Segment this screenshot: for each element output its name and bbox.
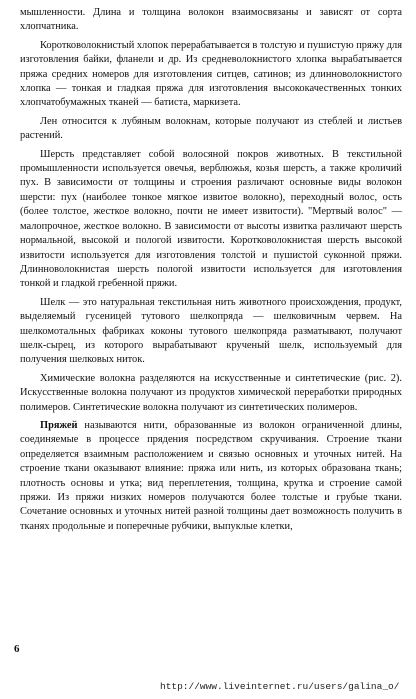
paragraph-yarn-body: называются нити, образованные из волокон ограниченной длины, соединяемые в процессе прядения посредством скручивания. Строение ткани определяется взаимным расположением и связью основных и уточных нитей. На строение ткани оказывают влияние: пряжа или нить, из которых образована ткань; плотность основы и утка; вид переплетения, толщина, крутка и строение самой пряжи. Из пряжи низких номеров получаются более толстые и грубые ткани. Сочетание основных и уточных нитей разной толщины дает возможность получить в тканях продольные и поперечные рубчики, выпуклые клетки,: [20, 419, 402, 532]
paragraph-silk: Шелк — это натуральная текстильная нить животного происхождения, продукт, выделяемый гусеницей тутового шелкопряда — шелковичным червем. На шелкомотальных фабриках коконы тутового шелкопряда разматывают, получают шелк-сырец, из которого вырабатывают крученый шелк, используемый для получения шелковых ниток.: [20, 296, 402, 366]
footer-url[interactable]: http://www.liveinternet.ru/users/galina_o/: [160, 681, 400, 692]
paragraph-continuation: мышленности. Длина и толщина волокон взаимосвязаны и зависят от сорта хлопчатника.: [20, 7, 402, 33]
paragraph-wool: Шерсть представляет собой волосяной покров животных. В текстильной промышленности используется овечья, верблюжья, козья шерсть, а также кроличий пух. В зависимости от толщины и строения различают основные виды волокон шерсти: пух (наиболее тонкое мягкое извитое волокно), переходный волос, ость (более толстое, жесткое волокно, почти не имеет извитости). "Мертвый волос" — малопрочное, жесткое волокно. В зависимости от высоты извитка различают шерсть нормальной, высокой и пологой извитости. Коротковолокнистая шерсть высокой извитости используется для изготовления толстой и пушистой суконной пряжи. Длинноволокнистая шерсть пологой извитости используется для изготовления тонкой и гладкой гребенной пряжи.: [20, 148, 402, 290]
body-text: [20, 6, 402, 534]
paragraph-cotton: Коротковолокнистый хлопок перерабатывается в толстую и пушистую пряжу для изготовления байки, фланели и др. Из средневолокнистого хлопка вырабатывается пряжа средних номеров для изготовления ситцев, сатинов; из длинноволокнистого хлопка — тонкая и гладкая пряжа для изготовления высококачественных тонких хлопчатобумажных тканей — батиста, маркизета.: [20, 39, 402, 109]
paragraph-linen: Лен относится к лубяным волокнам, которые получают из стеблей и листьев растений.: [20, 115, 402, 142]
term-yarn: Пряжей: [40, 419, 78, 431]
paragraph-yarn: [20, 419, 402, 534]
paragraph-chemical-fibers: Химические волокна разделяются на искусственные и синтетические (рис. 2). Искусственные волокна получают из продуктов химической переработки природных полимеров. Синтетические волокна получают из синтетических полимеров.: [20, 372, 402, 413]
page-number: 6: [14, 643, 20, 655]
